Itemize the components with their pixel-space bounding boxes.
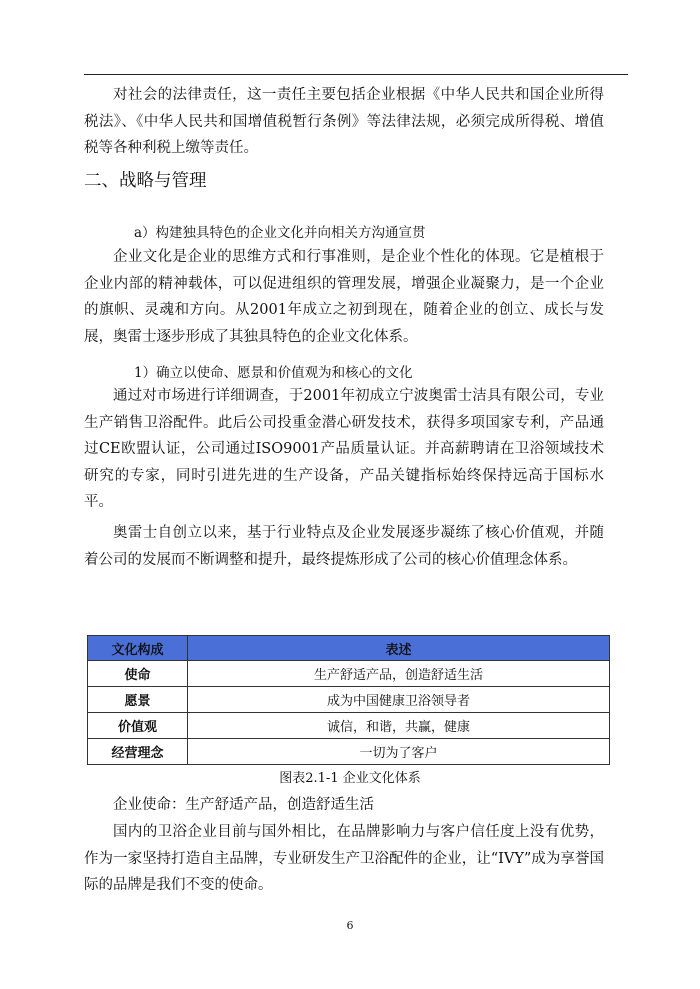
table-cell-value: 成为中国健康卫浴领导者: [188, 687, 610, 713]
table-cell-label: 使命: [88, 661, 188, 687]
table-row: [88, 687, 610, 713]
table-cell-label: 价值观: [88, 713, 188, 739]
culture-section: [84, 244, 604, 350]
paragraph-market: 通过对市场进行详细调查，于2001年初成立宁波奥雷士洁具有限公司，专业生产销售卫浴配件。此后公司投重金潜心研发技术，获得多项国家专利，产品通过CE欧盟认证，公司通过ISO9001产品质量认证。并高薪聘请在卫浴领域技术研究的专家，同时引进先进的生产设备，产品关键指标始终保持远高于国标水平。: [84, 388, 604, 511]
subheading-a: a）构建独具特色的企业文化并向相关方沟通宣贯: [134, 225, 426, 241]
top-section: [84, 82, 604, 162]
paragraph-legal-responsibility: 对社会的法律责任，这一责任主要包括企业根据《中华人民共和国企业所得税法》、《中华人民共和国增值税暂行条例》等法律法规，必须完成所得税、增值税等各种利税上缴等责任。: [84, 87, 604, 157]
table-header-row: [88, 636, 610, 661]
table-caption: 图表2.1-1 企业文化体系: [279, 771, 421, 786]
section-heading: 二、战略与管理: [84, 171, 207, 191]
table-cell-value: 诚信，和谐，共赢，健康: [188, 713, 610, 739]
paragraph-culture: 企业文化是企业的思维方式和行事准则，是企业个性化的体现。它是植根于企业内部的精神载体，可以促进组织的管理发展，增强企业凝聚力，是一个企业的旗帜、灵魂和方向。从2001年成立之初到现在，随着企业的创立、成长与发展，奥雷士逐步形成了其独具特色的企业文化体系。: [84, 249, 604, 345]
culture-table: [87, 635, 610, 765]
header-rule: [84, 74, 628, 75]
table-row: [88, 661, 610, 687]
mission-line-section: [84, 792, 604, 819]
subheading-1: 1）确立以使命、愿景和价值观为和核心的文化: [134, 365, 413, 381]
paragraph-mission: 国内的卫浴企业目前与国外相比，在品牌影响力与客户信任度上没有优势，作为一家坚持打造自主品牌，专业研发生产卫浴配件的企业，让“IVY”成为享誉国际的品牌是我们不变的使命。: [84, 824, 604, 894]
paragraph-values: 奥雷士自创立以来，基于行业特点及企业发展逐步凝练了核心价值观，并随着公司的发展而不断调整和提升，最终提炼形成了公司的核心价值理念体系。: [84, 525, 604, 568]
table-row: [88, 739, 610, 765]
table-cell-value: 一切为了客户: [188, 739, 610, 765]
market-section: [84, 383, 604, 516]
table-header-cell: 文化构成: [88, 636, 188, 661]
page-number: 6: [346, 919, 354, 932]
values-section: [84, 520, 604, 573]
table-cell-value: 生产舒适产品，创造舒适生活: [188, 661, 610, 687]
table-header-cell: 表述: [188, 636, 610, 661]
table-cell-label: 愿景: [88, 687, 188, 713]
mission-section: [84, 819, 604, 899]
table-row: [88, 713, 610, 739]
table-cell-label: 经营理念: [88, 739, 188, 765]
mission-line: 企业使命：生产舒适产品，创造舒适生活: [113, 797, 374, 813]
